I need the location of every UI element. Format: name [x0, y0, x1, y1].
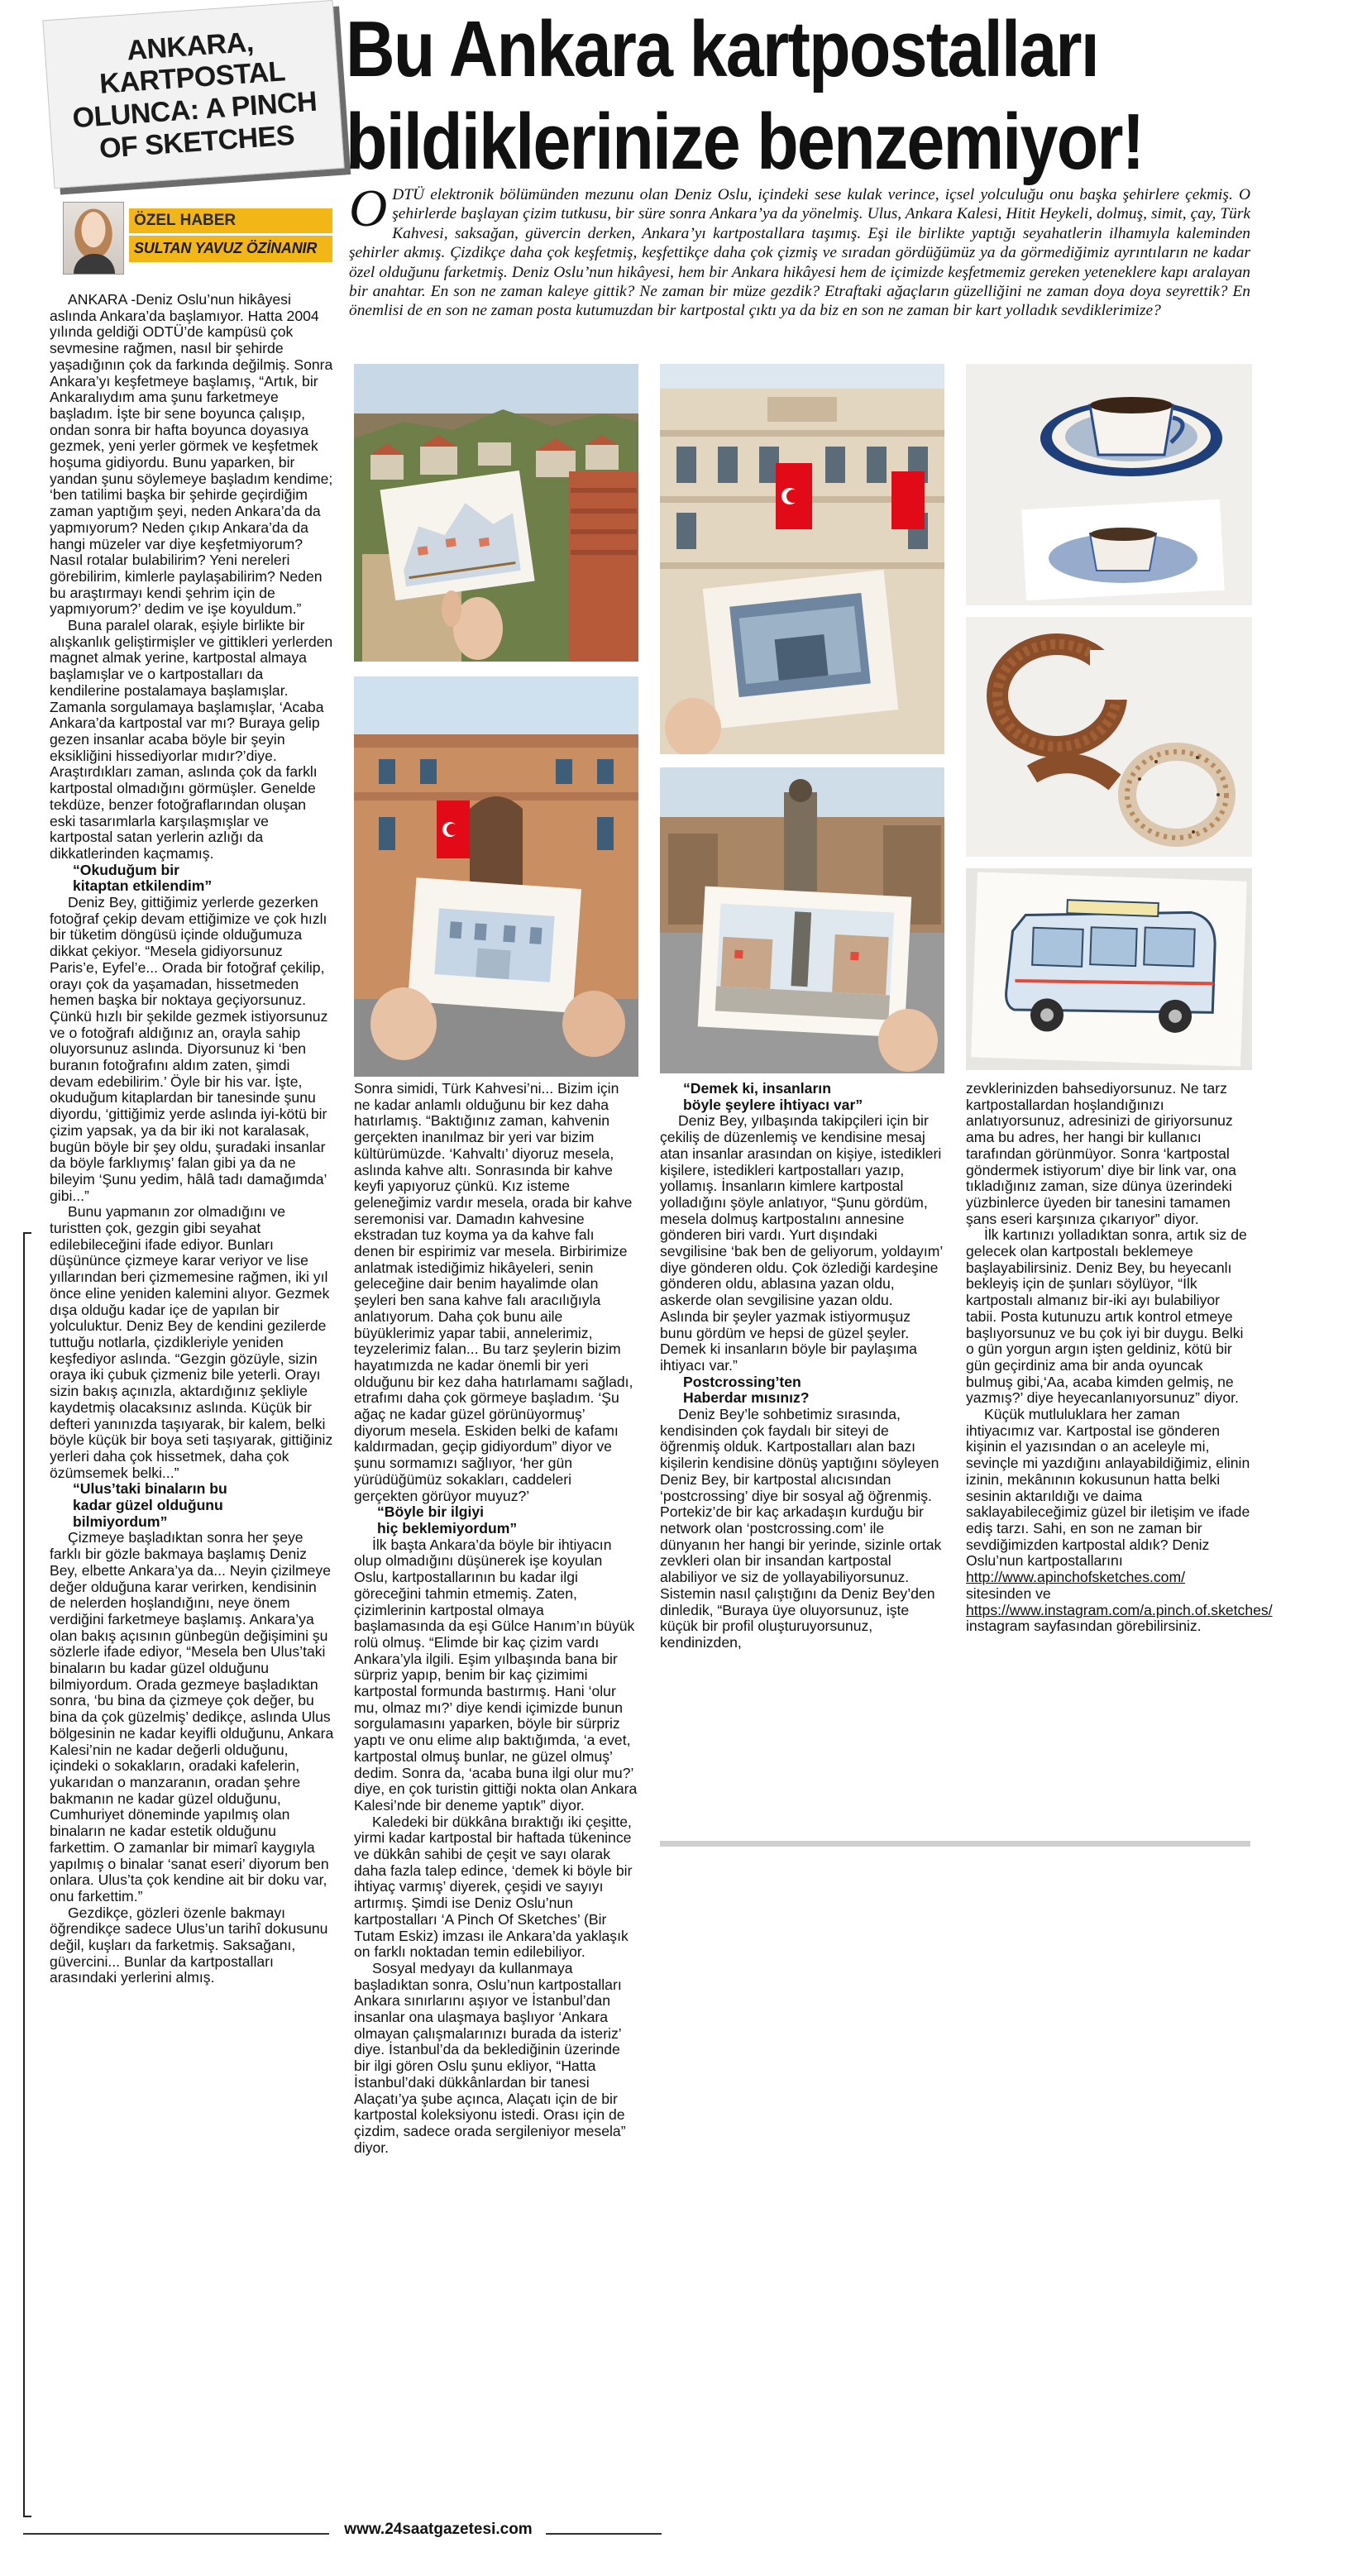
badge-text: ANKARA, KARTPOSTAL OLUNCA: A PINCH OF SKETCHES — [71, 26, 318, 165]
paragraph: Gezdikçe, gözleri özenle bakmayı öğrendikçe sadece Ulus’un tarihî dokusunu değil, kuşları da farketmiş. Saksağanı, güvercini... Bunlar da kartpostalları arasındaki yerlerini almış. — [50, 1904, 328, 1986]
side-bracket — [23, 1232, 31, 2517]
photo-turkish-coffee — [966, 364, 1252, 605]
subheading: “Böyle bir ilgiyi hiç beklemiyordum” — [377, 1503, 518, 1537]
photo-museum-postcard — [354, 676, 638, 1077]
photo-dolmus-sketch — [966, 868, 1252, 1070]
author-photo — [63, 202, 124, 275]
paragraph: Sonra simidi, Türk Kahvesi’ni... Bizim için ne kadar anlamlı olduğunu bir kez daha hatırlamış. “Baktığınız zaman, kahvenin gerçekten inanılmaz bir yeri var bizim kültürümüzde. ‘Kahvaltı’ diyoruz mesela, aslında kahve altı. Sonrasında bir kahve keyfi yapıyoruz çünkü. Kız isteme geleneğimiz vardır mesela, orada bir kahve seremonisi var. Damadın kahvesine ekstradan tuz koyma ya da kahve falı denen bir espirimiz var mesela. Birbirimize anlatmak istediğimiz hikâyeleri, senin geleceğine dair benim hayalimde olan şeyleri ben sana kahve falı aracılığıyla anlatıyorum. Daha çok bunu aile büyüklerimiz yapar tabii, annelerimiz, teyzelerimiz falan... Bu tarz şeylerin bizim hayatımızda ne kadar önemli bir yeri olduğunu bir kez daha hatırlamamı sağladı, etrafımı daha çok görmeye başladım. ‘Şu ağaç ne kadar güzel görünüyormuş’ diyorum mesela. Eskiden belki de kafamı kaldırmadan, geçip gidiyordum” diyor ve şunu sormamızı sağlıyor, ‘her gün yürüdüğümüz sokakları, caddeleri gerçekten görüyor muyuz?’ — [354, 1080, 633, 1504]
author-name: SULTAN YAVUZ ÖZİNANIR — [129, 236, 332, 262]
paragraph: Deniz Bey, gittiğimiz yerlerde gezerken fotoğraf çekip devam ettiğimize ve çok hızlı bir tüketim döngüsü içinde olduğumuza dikkat çekiyor. “Mesela gidiyorsunuz Paris’e, Eyfel’e... Orada bir fotoğraf çekilip, orayı çok da yaşamadan, hissetmeden hemen başka bir noktaya geçiyorsunuz. Çünkü hızlı bir şekilde gezmek istiyorsunuz ve o fotoğrafı aldığınız an, orayla sahip oluyorsunuz aslında. Diyorsunuz ki ‘ben buranın fotoğrafını aldım zaten, şimdi devam edebilirim.’ Öyle bir his var. İşte, okuduğum kitaplardan bir tanesinde şunu diyordu, ‘gittiğimiz yerde aslında iyi-kötü bir çizim yapsak, ya da bir iki not karalasak, bugün böyle bir şey oldu, şuradaki insanlar da böyle farklıymış’ falan gibi ya da ne bileyim ‘Şunu yedim, hâlâ tadı damağımda’ gibi...” — [50, 894, 328, 1204]
body-column-4 — [966, 1080, 1273, 1635]
subheading: “Okuduğum bir kitaptan etkilendim” — [73, 861, 213, 895]
paragraph: Buna paralel olarak, eşiyle birlikte bir alışkanlık geliştirmişler ve gittikleri yerlerden magnet almak yerine, kartpostal almaya başlamışlar ve o kartpostalları da kendilerine postalamaya başlamışlar. Zamanla sorgulamaya başlamışlar, ‘Acaba Ankara’da kartpostal var mı? Buraya gelip gezen insanlar acaba böyle bir şeyin eksikliğini hissediyorlar mıdır?’diye. Araştırdıkları zaman, aslında çok da farklı kartpostal olmadığını görmüşler. Genelde tekdüze, benzer fotoğraflarından oluşan eski tasarımlarla karşılaşmışlar ve kartpostal satan yerlerin azlığı da dikkatlerinden kaçmamış. — [50, 617, 333, 862]
headline: Bu Ankara kartpostalları bildiklerinize benzemiyor! — [346, 5, 1144, 186]
body-column-2 — [354, 1081, 638, 2156]
paragraph-text: instagram sayfasından görebilirsiniz. — [966, 1618, 1202, 1635]
photo-bank-building — [660, 364, 944, 754]
footer-rule-left — [23, 2533, 329, 2535]
paragraph: Bunu yapmanın zor olmadığını ve turistten çok, gezgin gibi seyahat edilebileceğini ifade ediyor. Bunları düşününce çizmeye karar veriyor ve lise yıllarından beri çizmemesine rağmen, iki yıl önce eline yeniden kalemini alıyor. Gezmek dışa olduğu kadar içe de yapılan bir yolculuktur. Deniz Bey de kendini gezilerde tuttuğu notlarla, çizdikleriyle yeniden keşfediyor aslında. “Gezgin gözüyle, sizin oraya iki çubuk çizmeniz bile yeterli. Orayı sizin bakış açınızla, aktardığınız şekliyle kaydetmiş olacaksınız aslında. Küçük bir defteri yanınızda taşıyarak, bir kalem, belki böyle küçük bir boya seti taşıyarak, gittiğiniz yerleri daha çok hissetmek, daha çok özümsemek belki...” — [50, 1203, 333, 1481]
lead-paragraph — [349, 179, 1250, 321]
website-link[interactable]: http://www.apinchofsketches.com/ — [966, 1569, 1186, 1586]
footer-rule-right — [546, 2533, 662, 2535]
photo-castle-postcard — [354, 364, 638, 662]
paragraph-text: sitesinden ve — [966, 1584, 1051, 1602]
paragraph: Deniz Bey’le sohbetimiz sırasında, kendisinden çok faydalı bir siteyi de öğrenmiş olduk. Kartpostalları alan bazı kişilerin kendisine dönüş yaptığını söyleyen Deniz Bey, bir kartpostal alıcısından ‘postcrossing’ diye bir sosyal ağ öğrenmiş. Portekiz’de bir kaç arkadaşın kurduğu bir network olan ‘postcrossing.com’ ile dünyanın her hangi bir yerinde, sizinle ortak zevkleri olan bir insandan kartpostal alabiliyor ve siz de yollayabiliyorsunuz. Sistemin nasıl çalıştığını da Deniz Bey’den dinledik, “Buraya üye oluyorsunuz, işte küçük bir profil oluşturuyorsunuz, kendinizden, — [660, 1406, 942, 1651]
title-badge — [42, 0, 344, 189]
footer-url: www.24saatgazetesi.com — [344, 2521, 533, 2538]
paragraph: Deniz Bey, yılbaşında takipçileri için bir çekiliş de düzenlemiş ve kendisine mesaj atan insanlar arasından on kişiye, istedikleri kişilere, istedikleri kartpostalları yazıp, yollamış. İnsanların kimlere kartpostal yolladığını şöyle anlatıyor, “Şunu gördüm, mesela dolmuş kartpostalını annesine gönderen biri vardı. Yurt dışındaki sevgilisine ‘bak ben de geliyorum, yoldayım’ diye gönderen oldu. Çok özlediği kardeşine gönderen oldu, ablasına yazan oldu, askerde olan sevgilisine yazan oldu. Aslında bir şeyler yazmak istiyormuşuz bunu gördüm ve hepsi de güzel şeyler. Demek ki insanların böyle bir paylaşıma ihtiyacı var.” — [660, 1112, 943, 1374]
lead-text: DTÜ elektronik bölümünden mezunu olan Deniz Oslu, içindeki sese kulak verince, içsel yolculuğu onu başka şehirlere çekmiş. O şehirlerde başlayan çizim tutkusu, bir süre sonra Ankara’ya da yönelmiş. Ulus, Ankara Kalesi, Hitit Heykeli, dolmuş, simit, çay, Türk Kahvesi, saksağan, güvercin derken, Ankara’yı kartpostallara taşımış. Eşi ile birlikte yaptığı seyahatlerin ilhamıyla kaleminden şehirler akmış. Çizdikçe daha çok keşfetmiş, keşfettikçe daha çok çizmiş ve sıradan gördüğümüz ya da görmediğimiz ayrıntıların ne kadar özel olduğunu farketmiş. Deniz Oslu’nun hikâyesi, hem bir Ankara hikâyesi hem de içimizde keşfetmemiz gereken yeteneklere kapı aralayan bir anahtar. En son ne zaman kaleye gittik? Ne zaman bir müze gezdik? Etraftaki ağaçların güzelliğini ne zaman doya doya seyrettik? En önemlisi de en son ne zaman posta kutumuzdan bir kartpostal çıktı ya da biz en son ne zaman bir kart yolladık sevdiklerimize? — [349, 186, 1250, 320]
author-label: ÖZEL HABER — [129, 208, 332, 233]
paragraph: Sosyal medyayı da kullanmaya başladıktan sonra, Oslu’nun kartpostalları Ankara sınırlarını aşıyor ve İstanbul’dan insanlar ona ulaşmaya başlıyor ‘Ankara olmayan çalışmalarınızı burada da isteriz’ diye. İstanbul’da da beklediğinin üzerinde bir ilgi gören Oslu şunu ekliyor, “Hatta İstanbul’daki dükkânlardan bir tanesi Alaçatı’ya şube açınca, Alaçatı için de bir kartpostal koleksiyonu istedi. Orası için de çizdim, sadece orada sergileniyor mesela” diyor. — [354, 1959, 626, 2156]
paragraph: İlk başta Ankara’da böyle bir ihtiyacın olup olmadığını düşünerek işe koyulan Oslu, kartpostallarının bu kadar ilgi göreceğini tahmin etmemiş. Zaten, çizimlerinin kartpostal olmaya başlamasında da eşi Gülce Hanım’ın büyük rolü olmuş. “Elimde bir kaç çizim vardı Ankara’yla ilgili. Eşim yılbaşında bana bir sürpriz yapıp, benim bir kaç çizimimi kartpostal formunda bastırmış. Hani ‘olur mu, olmaz mı?’ diye kendi içimizde bunun sorgulamasını yaparken, böyle bir sürpriz yaptı ve onu elime alıp baktığımda, ‘a evet, kartpostal olmuş bunlar, ne güzel olmuş’ dedim. Sonra da, ‘acaba buna ilgi olur mu?’ diye, en çok turistin gittiği nokta olan Ankara Kalesi’nde bir deneme yaptık” diyor. — [354, 1536, 638, 1814]
lead-drop-cap: O — [349, 179, 388, 237]
subheading: “Ulus’taki binaların bu kadar güzel olduğunu bilmiyordum” — [73, 1480, 227, 1530]
photo-ulus-square-postcard — [660, 767, 944, 1073]
paragraph: Kaledeki bir dükkâna bıraktığı iki çeşitte, yirmi kadar kartpostal bir haftada tükenince ve dükkân sahibi de çeşit ve sayı olarak daha fazla talep edince, ‘demek ki böyle bir ihtiyaç varmış’ diyerek, çeşidi ve sayıyı artırmış. Şimdi ise Deniz Oslu’nun kartpostalları ‘A Pinch Of Sketches’ (Bir Tutam Eskiz) imzası ile Ankara’da yaklaşık on farklı noktadan temin edilebiliyor. — [354, 1813, 633, 1961]
paragraph-text: Küçük mutluluklara her zaman ihtiyacımız var. Kartpostal ise gönderen kişinin el yazısından o an aceleyle mi, sevinçle mi yazdığını anlayabildiğimiz, elinin izinin, mekânının kokusunun hatta belki sesinin aktarıldığı ve daima saklayabileceğimiz güzel bir iletişim ve ifade ediş tarzı. Sahi, en son ne zaman bir sevdiğimizden kartpostal aldık? Deniz Oslu’nun kartpostallarını — [966, 1406, 1250, 1570]
body-column-3 — [660, 1081, 944, 1651]
paragraph: Çizmeye başladıktan sonra her şeye farklı bir gözle bakmaya başlamış Deniz Bey, elbette Ankara’ya da... Neyin çizilmeye değer olduğuna karar verirken, kendisinin de nelerden hoşlandığını, neye önem verdiğini farketmeye başlamış. Ankara’ya olan bakış açısının günbegün değişimini şu sözlerle ifade ediyor, “Mesela ben Ulus’taki binaların bu kadar güzel olduğunu bilmiyordum. Orada gezmeye başladıktan sonra, ‘bu bina da çizmeye çok değer, bu bina da çok güzelmiş’ dedikçe, aslında Ulus bölgesinin ne kadar keyifli olduğunu, Ankara Kalesi’nin ne kadar değerli olduğunu, içindeki o sokakların, oradaki kafelerin, yukarıdan o manzaranın, oradan şehre bakmanın ne kadar güzel olduğunu, Cumhuriyet döneminde yapılmış olan binaların ne kadar estetik olduğunu farkettim. O zamanlar bir mimarî kaygıyla yapılmış o binalar ‘sanat eseri’ diyorum ben onlara. Ulus’ta çok kendine ait bir doku var, onu farkettim.” — [50, 1529, 334, 1905]
subheading: Postcrossing’ten Haberdar mısınız? — [683, 1373, 810, 1407]
instagram-link[interactable]: https://www.instagram.com/a.pinch.of.sketches/ — [966, 1601, 1273, 1618]
subheading: “Demek ki, insanların böyle şeylere ihtiyacı var” — [683, 1080, 863, 1113]
paragraph: ANKARA -Deniz Oslu’nun hikâyesi aslında Ankara’da başlamıyor. Hatta 2004 yılında geldiği ODTÜ’de kampüsü çok sevmesine rağmen, nasıl bir şehirde yaşadığının çok da farkında değilmiş. Sonra Ankara’yı keşfetmeye başlamış, “Artık, bir Ankaralıydım ama şunu farketmeye başladım. İşte bir sene boyunca çalışıp, ondan sonra bir hafta boyunca doyasıya gezmek, yeni yerler görmek ve keşfetmek hoşuma gidiyordu. Bunu yaparken, bir yandan şunu söylemeye başladım kendime; ‘ben tatilimi başka bir şehirde geçirdiğim zaman yaptığım şeyi, neden Ankara’da da yapmıyorum? Neden çıkıp Ankara’da da hangi müzeler var diye keşfetmiyorum? Nasıl rotalar bulabilirim? Yeni nereleri görebilirim, kimlerle paylaşabilirim? Neden bu araştırmayı kendi şehrim için de yapmıyorum?’ dedim ve işe koyuldum.” — [50, 291, 333, 618]
paragraph: İlk kartınızı yolladıktan sonra, artık siz de gelecek olan kartpostalı beklemeye başlayabilirsiniz. Deniz Bey, bu heyecanlı bekleyiş için de şunları söylüyor, “İlk kartpostalı almanız bir-iki ayı bulabiliyor tabii. Posta kutunuzu artık kontrol etmeye başlıyorsunuz ve bu çok iyi bir duygu. Belki o gün yorgun argın işten geldiniz, kötü bir gün geçirdiniz ama bir anda oyuncak bulmuş gibi,‘Aa, acaba kimden gelmiş, ne yazmış?’ diye heyecanlanıyorsunuz” diyor. — [966, 1226, 1247, 1407]
paragraph: zevklerinizden bahsediyorsunuz. Ne tarz kartpostallardan hoşlandığınızı anlatıyorsunuz, adresinizi de giriyorsunuz ama bu adres, her hangi bir kullanıcı tarafından görünmüyor. Sonra ‘kartpostal göndermek istiyorum’ diye bir link var, ona tıkladığınız zaman, size dünya üzerindeki yüzbinlerce üyeden bir tanesini tamamen şans eseri karşınıza çıkarıyor” diyor. — [966, 1080, 1236, 1227]
column-divider — [660, 1841, 1250, 1847]
body-column-1 — [50, 292, 334, 1986]
photo-simit — [966, 617, 1252, 857]
paragraph — [966, 1406, 1273, 1635]
